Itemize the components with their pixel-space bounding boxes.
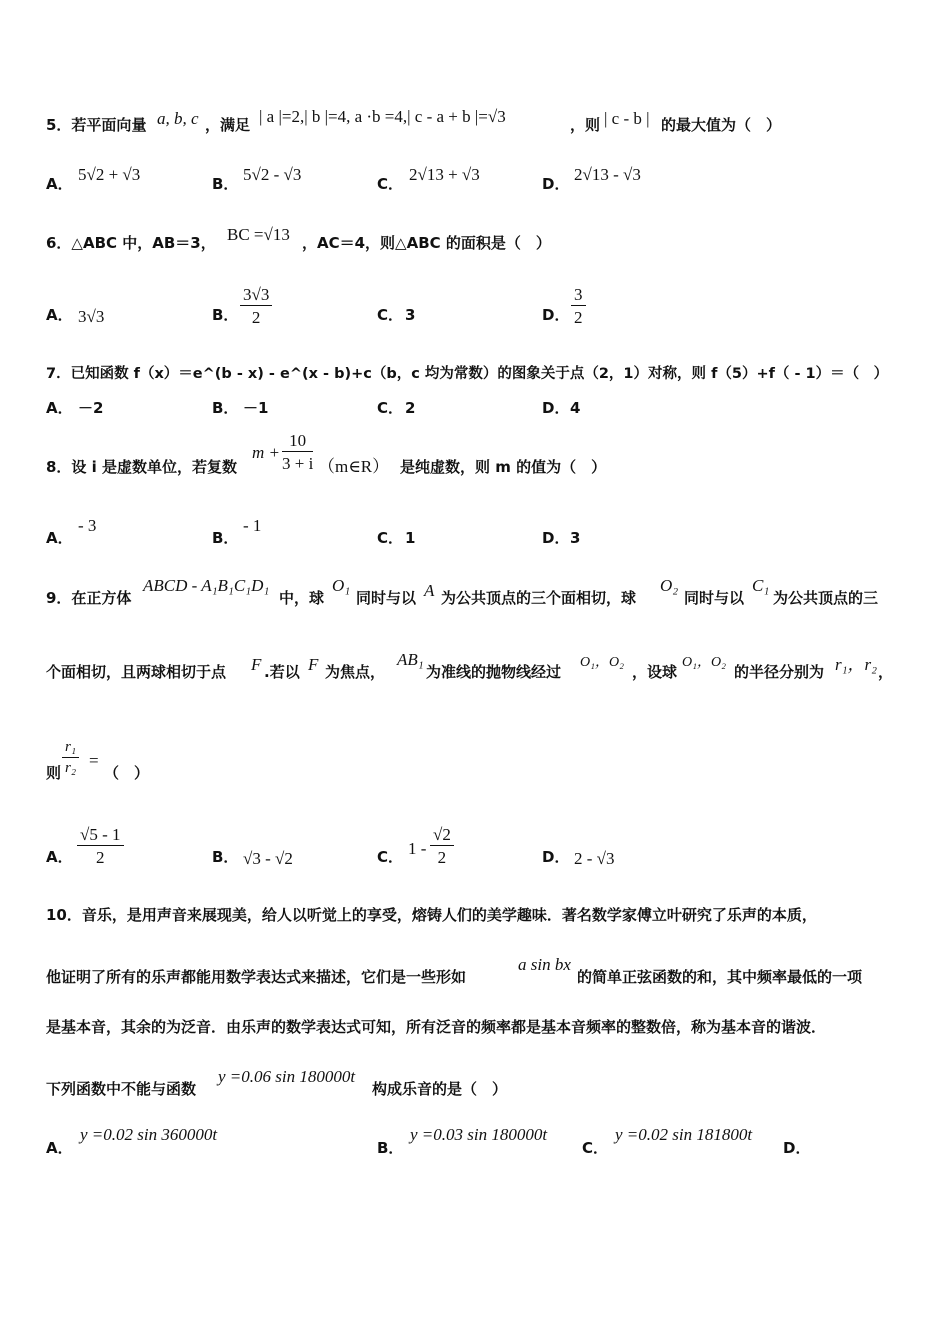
q6-bc: BC =√13 bbox=[227, 225, 290, 244]
q9-line2-d: 为准线的抛物线经过 bbox=[426, 663, 562, 681]
q8-option-b-value: - 1 bbox=[243, 516, 262, 535]
q9-line1-b: 中，球 bbox=[279, 589, 325, 607]
q8-option-d-value: 3 bbox=[570, 529, 581, 547]
q9-option-c-denominator: 2 bbox=[437, 848, 447, 867]
q10-line4-b: 构成乐音的是（ ） bbox=[372, 1080, 508, 1098]
q9-line3-b: （ ） bbox=[104, 764, 150, 782]
q10-asinbx: a sin bx bbox=[518, 955, 571, 974]
q9-o1-o2: O₁，O₂ bbox=[580, 655, 624, 670]
q6-option-b-label: B． bbox=[212, 306, 239, 324]
q5-option-a-value: 5√2 + √3 bbox=[78, 165, 141, 184]
q9-o1-o2-b: O₁，O₂ bbox=[682, 655, 726, 670]
q9-option-a-fraction bbox=[77, 826, 124, 866]
q10-line4-a: 下列函数中不能与函数 bbox=[46, 1080, 197, 1098]
q9-line2-g: ， bbox=[878, 663, 894, 681]
q7-option-c-value: 2 bbox=[405, 399, 416, 417]
q9-line2-c: 为焦点， bbox=[325, 663, 386, 681]
q9-o2: O₂ bbox=[660, 576, 679, 595]
q8-m-plus: m + bbox=[252, 443, 280, 462]
q5-option-b-label: B． bbox=[212, 175, 239, 193]
q9-line1-c: 同时与以 bbox=[356, 589, 417, 607]
q9-cube: ABCD - A₁B₁C₁D₁ bbox=[143, 576, 270, 595]
q6-option-c-label: C． bbox=[377, 306, 404, 324]
q9-ratio-numerator: r₁ bbox=[62, 740, 79, 758]
q10-option-a-label: A． bbox=[46, 1139, 73, 1157]
q8-option-b-label: B． bbox=[212, 529, 239, 547]
q9-line3-a: 则 bbox=[46, 764, 62, 782]
q6-stem-b: ，AC＝4，则△ABC 的面积是（ ） bbox=[302, 234, 551, 252]
q7-option-b-label: B． bbox=[212, 399, 239, 417]
q10-option-c-label: C． bbox=[582, 1139, 609, 1157]
q8-stem-b: 是纯虚数，则 m 的值为（ ） bbox=[400, 458, 607, 476]
q10-line3: 是基本音，其余的为泛音．由乐声的数学表达式可知，所有泛音的频率都是基本音频率的整数倍，称为基本音的谐波． bbox=[46, 1018, 827, 1036]
q9-option-a-numerator: √5 - 1 bbox=[77, 826, 124, 846]
q10-option-b-label: B． bbox=[377, 1139, 404, 1157]
q9-ab1: AB₁ bbox=[397, 650, 424, 669]
q8-option-a-label: A． bbox=[46, 529, 73, 547]
q7-option-a-label: A． bbox=[46, 399, 73, 417]
q6-option-d-fraction bbox=[571, 286, 586, 326]
q8-option-a-value: - 3 bbox=[78, 516, 97, 535]
q8-numerator: 10 bbox=[282, 432, 313, 452]
q10-line1: 10．音乐，是用声音来展现美，给人以听觉上的享受，熔铸人们的美学趣味．著名数学家傅立叶研究了乐声的本质， bbox=[46, 906, 817, 924]
q10-line2-a: 他证明了所有的乐声都能用数学表达式来描述，它们是一些形如 bbox=[46, 968, 467, 986]
q9-r1-r2: r₁，r₂ bbox=[835, 655, 878, 674]
q5-expression: | c - b | bbox=[604, 109, 650, 128]
q9-option-b-value: √3 - √2 bbox=[243, 849, 293, 868]
q9-option-a-denominator: 2 bbox=[96, 848, 105, 867]
q8-condition: （m∈R） bbox=[318, 457, 390, 476]
q9-line2-e: ，设球 bbox=[632, 663, 678, 681]
q9-line2-b: .若以 bbox=[264, 663, 300, 681]
q9-ratio bbox=[62, 740, 79, 776]
q7-option-d-value: 4 bbox=[570, 399, 581, 417]
q6-option-b-fraction bbox=[240, 286, 272, 326]
q5-vars: a, b, c bbox=[157, 109, 199, 128]
q5-stem-b: ，满足 bbox=[205, 116, 251, 134]
q8-option-c-label: C． bbox=[377, 529, 404, 547]
q9-option-c-numerator: √2 bbox=[430, 826, 454, 846]
q9-line1-e: 同时与以 bbox=[684, 589, 745, 607]
q5-option-c-value: 2√13 + √3 bbox=[409, 165, 480, 184]
q5-option-c-label: C． bbox=[377, 175, 404, 193]
q8-option-d-label: D． bbox=[542, 529, 570, 547]
q6-stem-a: 6．△ABC 中，AB＝3， bbox=[46, 234, 216, 252]
q6-option-b-denominator: 2 bbox=[251, 308, 261, 327]
q9-option-d-value: 2 - √3 bbox=[574, 849, 615, 868]
q9-option-d-label: D． bbox=[542, 848, 570, 866]
q9-equals: = bbox=[89, 751, 99, 770]
q6-option-d-denominator: 2 bbox=[574, 308, 583, 327]
q9-line2-f: 的半径分别为 bbox=[734, 663, 825, 681]
q8-option-c-value: 1 bbox=[405, 529, 416, 547]
q9-point-f2: F bbox=[308, 655, 319, 674]
q9-point-f1: F bbox=[251, 655, 262, 674]
q9-option-a-label: A． bbox=[46, 848, 73, 866]
q5-condition: | a |=2,| b |=4, a ·b =4,| c - a + b |=√3 bbox=[259, 107, 506, 126]
q10-line2-b: 的简单正弦函数的和，其中频率最低的一项 bbox=[577, 968, 863, 986]
q9-line1-d: 为公共顶点的三个面相切，球 bbox=[441, 589, 637, 607]
q9-line1-a: 9．在正方体 bbox=[46, 589, 132, 607]
q6-option-c-value: 3 bbox=[405, 306, 416, 324]
q9-ratio-denominator: r₂ bbox=[65, 760, 77, 776]
q5-stem-a: 5．若平面向量 bbox=[46, 116, 147, 134]
q6-option-a-value: 3√3 bbox=[78, 307, 105, 326]
q10-option-d-label: D． bbox=[783, 1139, 811, 1157]
q9-option-c-fraction bbox=[430, 826, 454, 866]
q7-option-c-label: C． bbox=[377, 399, 404, 417]
q9-option-c-label: C． bbox=[377, 848, 404, 866]
q9-line2-a: 个面相切，且两球相切于点 bbox=[46, 663, 227, 681]
q10-option-c-value: y =0.02 sin 181800t bbox=[615, 1125, 753, 1144]
q6-option-b-numerator: 3√3 bbox=[240, 286, 272, 306]
q9-option-b-label: B． bbox=[212, 848, 239, 866]
q5-stem-c: ，则 bbox=[570, 116, 601, 134]
q9-o1: O₁ bbox=[332, 576, 351, 595]
q7-stem: 7．已知函数 f（x）＝e^(b - x) - e^(x - b)+c（b，c 均为常数）的图象关于点（2，1）对称，则 f（5）+f（ - 1）＝（ ） bbox=[46, 366, 889, 382]
q8-denominator: 3 + i bbox=[282, 454, 314, 473]
q6-option-d-label: D． bbox=[542, 306, 570, 324]
q10-function: y =0.06 sin 180000t bbox=[218, 1067, 356, 1086]
q9-c1: C₁ bbox=[752, 576, 770, 595]
q7-option-a-value: －2 bbox=[78, 399, 104, 417]
q9-line1-f: 为公共顶点的三 bbox=[773, 589, 879, 607]
q5-option-d-label: D． bbox=[542, 175, 570, 193]
q7-option-b-value: －1 bbox=[243, 399, 269, 417]
q5-option-b-value: 5√2 - √3 bbox=[243, 165, 302, 184]
q10-option-b-value: y =0.03 sin 180000t bbox=[410, 1125, 548, 1144]
q9-option-c-pre: 1 - bbox=[408, 839, 427, 858]
q5-stem-d: 的最大值为（ ） bbox=[661, 116, 782, 134]
q6-option-a-label: A． bbox=[46, 306, 73, 324]
q10-option-a-value: y =0.02 sin 360000t bbox=[80, 1125, 218, 1144]
q9-point-a: A bbox=[424, 581, 435, 600]
q8-stem-a: 8．设 i 是虚数单位，若复数 bbox=[46, 458, 238, 476]
q5-option-a-label: A． bbox=[46, 175, 73, 193]
q6-option-d-numerator: 3 bbox=[571, 286, 586, 306]
q5-option-d-value: 2√13 - √3 bbox=[574, 165, 641, 184]
q8-fraction bbox=[282, 432, 313, 472]
q7-option-d-label: D． bbox=[542, 399, 570, 417]
